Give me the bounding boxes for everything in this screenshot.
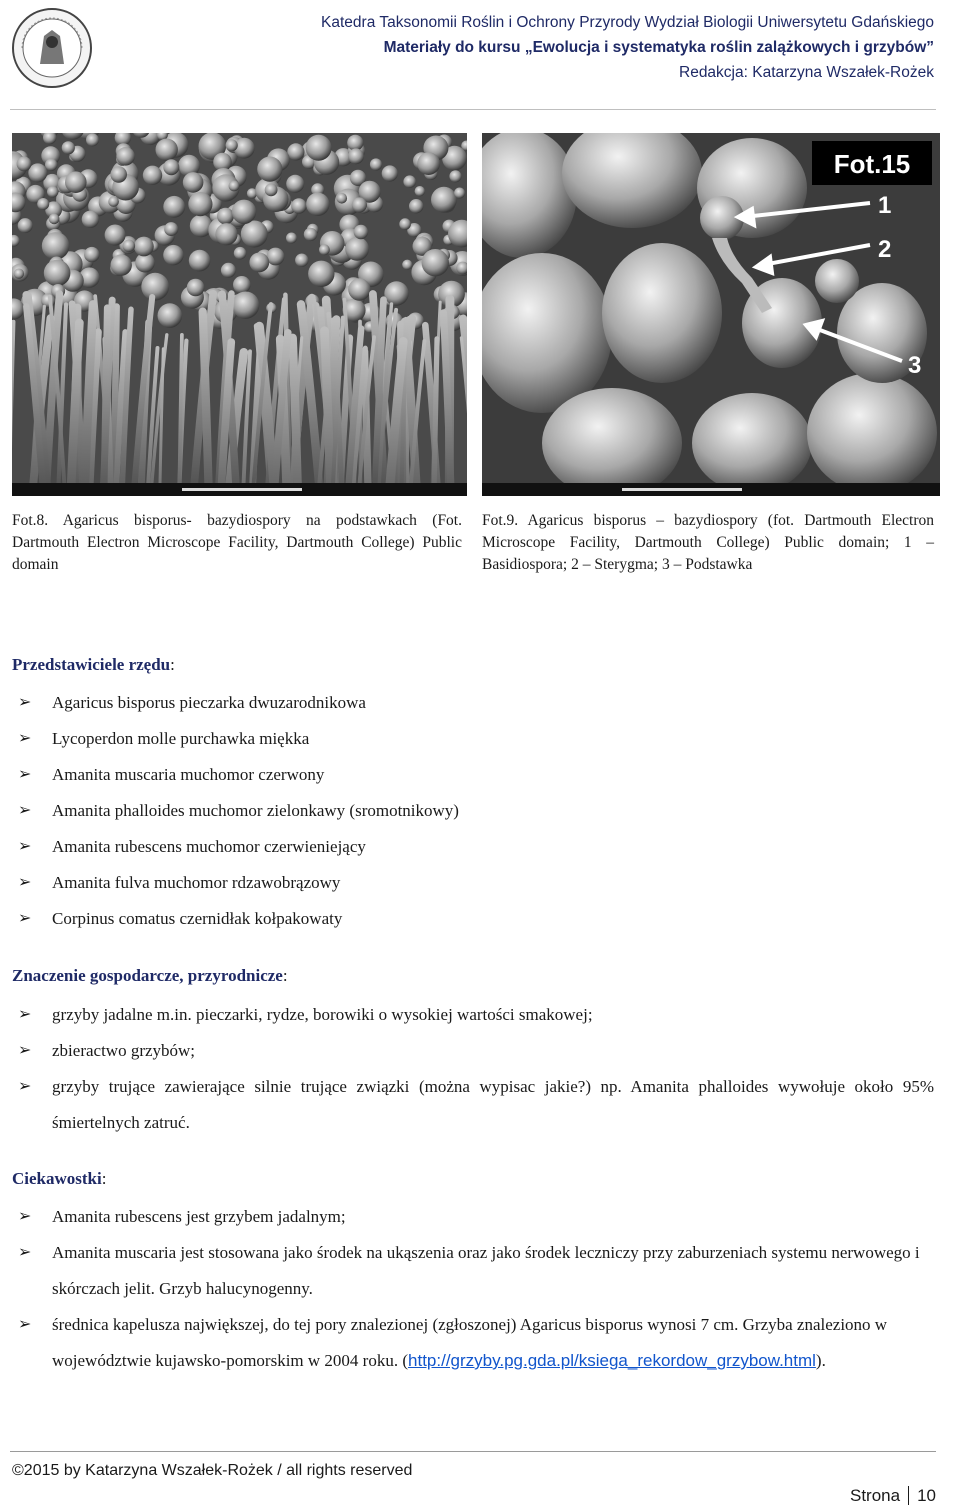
list-item: ➢ grzyby trujące zawierające silnie trujące związki (można wypisac jakie?) np. Amanita phalloides wywołuje około 95% śmiertelnych zatruć.	[18, 1077, 934, 1132]
list-item: ➢ grzyby jadalne m.in. pieczarki, rydze, borowiki o wysokiej wartości smakowej;	[18, 1005, 593, 1024]
footer-divider	[10, 1451, 936, 1452]
list-item: ➢ Lycoperdon molle purchawka miękka	[18, 729, 310, 748]
list-item: ➢ średnica kapelusza największej, do tej pory znalezionej (zgłoszonej) Agaricus bisporus wynosi 7 cm. Grzyba znaleziono w województwie kujawsko-pomorskim w 2004 roku. (http://grzyby.pg.gda.pl/ksiega_rekordow_grzybow.html).	[18, 1315, 888, 1370]
list-item: ➢ Amanita rubescens muchomor czerwieniejący	[18, 837, 366, 856]
section-title-representatives: Przedstawiciele rzędu:	[12, 655, 175, 674]
list-item: ➢ zbieractwo grzybów;	[18, 1041, 196, 1060]
photo-label: Fot.15	[833, 149, 911, 179]
figure-caption-left: Fot.8. Agaricus bisporus- bazydiospory na podstawkach (Fot. Dartmouth Electron Microscope Facility, Dartmouth College) Public domain	[12, 512, 462, 573]
trivia-list	[12, 1199, 934, 1379]
header-department: Katedra Taksonomii Roślin i Ochrony Przyrody Wydział Biologii Uniwersytetu Gdańskiego	[321, 14, 934, 31]
figure-caption-right: Fot.9. Agaricus bisporus – bazydiospory (fot. Dartmouth Electron Microscope Facility, Dartmouth College) Public domain; 1 – Basidiospora; 2 – Sterygma; 3 – Podstawka	[482, 512, 934, 573]
marker-3: 3	[908, 352, 922, 379]
header-editor: Redakcja: Katarzyna Wszałek-Rożek	[679, 64, 934, 81]
marker-1: 1	[878, 192, 892, 219]
section-title-significance: Znaczenie gospodarcze, przyrodnicze:	[12, 966, 288, 985]
photo-basidiospores-on-basidia	[12, 133, 467, 496]
list-item: ➢ Amanita phalloides muchomor zielonkawy (sromotnikowy)	[18, 801, 459, 820]
list-item: ➢ Agaricus bisporus pieczarka dwuzarodnikowa	[18, 693, 366, 712]
significance-list	[12, 997, 934, 1141]
photo-basidiospores-labeled	[482, 133, 940, 496]
header-course: Materiały do kursu „Ewolucja i systematyka roślin zalążkowych i grzybów”	[383, 39, 934, 56]
list-item: ➢ Amanita fulva muchomor rdzawobrązowy	[18, 873, 341, 892]
list-item: ➢ Corpinus comatus czernidłak kołpakowaty	[18, 909, 343, 928]
record-mushroom-link[interactable]: http://grzyby.pg.gda.pl/ksiega_rekordow_grzybow.html	[408, 1351, 816, 1370]
list-item: ➢ Amanita rubescens jest grzybem jadalnym;	[18, 1207, 346, 1226]
list-item: ➢ Amanita muscaria muchomor czerwony	[18, 765, 325, 784]
header-divider	[10, 109, 936, 110]
list-item: ➢ Amanita muscaria jest stosowana jako środek na ukąszenia oraz jako środek leczniczy przy zaburzeniach systemu nerwowego i skórczach jelit. Grzyb halucynogenny.	[18, 1243, 920, 1298]
page-number: Strona 10	[849, 1486, 936, 1505]
header	[321, 10, 934, 85]
university-seal-logo	[10, 6, 94, 90]
representatives-list	[12, 685, 934, 937]
footer-copyright: ©2015 by Katarzyna Wszałek-Rożek / all rights reserved	[12, 1462, 413, 1479]
section-title-trivia: Ciekawostki:	[12, 1169, 107, 1188]
marker-2: 2	[878, 236, 892, 263]
